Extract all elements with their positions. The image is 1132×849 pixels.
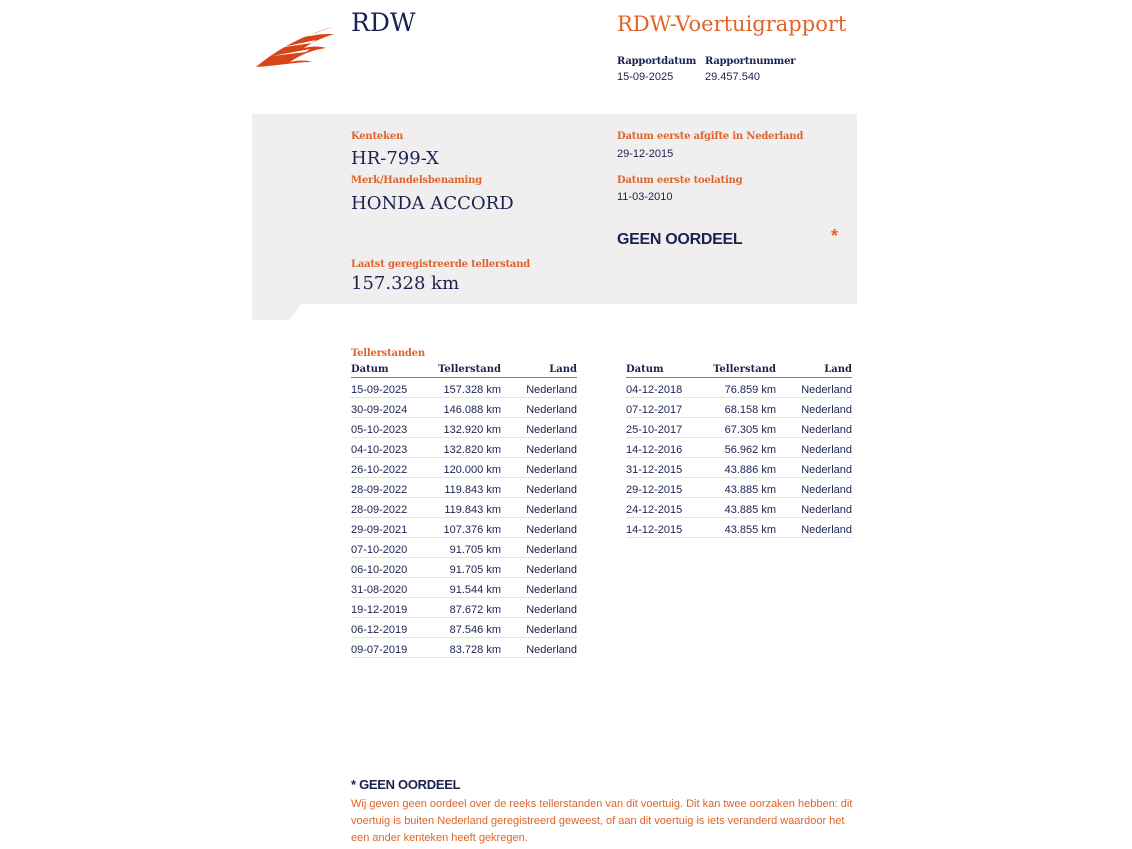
footnote-asterisk: * <box>351 777 356 792</box>
reading-country: Nederland <box>501 498 577 518</box>
reading-odometer: 120.000 km <box>436 458 501 478</box>
reading-country: Nederland <box>501 458 577 478</box>
reading-country: Nederland <box>776 418 852 438</box>
col-country-header: Land <box>501 363 577 378</box>
footnote-heading <box>351 777 460 792</box>
table-row <box>351 578 577 598</box>
reading-date: 28-09-2022 <box>351 478 436 498</box>
reading-country: Nederland <box>501 478 577 498</box>
table-row <box>626 438 852 458</box>
table-row <box>351 638 577 658</box>
report-date-value: 15-09-2025 <box>617 71 674 83</box>
table-row <box>626 398 852 418</box>
reading-odometer: 43.855 km <box>711 518 776 538</box>
brand-name: RDW <box>351 8 416 37</box>
readings-title: Tellerstanden <box>351 348 425 359</box>
reading-odometer: 119.843 km <box>436 478 501 498</box>
table-row <box>626 378 852 398</box>
reading-odometer: 56.962 km <box>711 438 776 458</box>
last-odometer-label: Laatst geregistreerde tellerstand <box>351 259 531 270</box>
reading-odometer: 91.705 km <box>436 538 501 558</box>
reading-odometer: 68.158 km <box>711 398 776 418</box>
report-title: RDW-Voertuigrapport <box>617 12 847 36</box>
reading-country: Nederland <box>501 578 577 598</box>
reading-date: 06-10-2020 <box>351 558 436 578</box>
reading-odometer: 146.088 km <box>436 398 501 418</box>
rdw-logo-icon <box>254 22 340 70</box>
reading-date: 24-12-2015 <box>626 498 711 518</box>
plate-value: HR-799-X <box>351 148 439 169</box>
reading-date: 04-10-2023 <box>351 438 436 458</box>
last-odometer-value: 157.328 km <box>351 273 460 294</box>
reading-date: 09-07-2019 <box>351 638 436 658</box>
reading-odometer: 43.885 km <box>711 498 776 518</box>
verdict-asterisk: * <box>831 226 839 246</box>
reading-odometer: 43.886 km <box>711 458 776 478</box>
reading-odometer: 91.544 km <box>436 578 501 598</box>
reading-country: Nederland <box>501 418 577 438</box>
reading-country: Nederland <box>776 498 852 518</box>
reading-country: Nederland <box>501 598 577 618</box>
table-row <box>351 418 577 438</box>
table-row <box>351 498 577 518</box>
reading-country: Nederland <box>776 518 852 538</box>
first-nl-value: 29-12-2015 <box>617 148 674 160</box>
table-row <box>351 618 577 638</box>
reading-country: Nederland <box>501 378 577 398</box>
reading-odometer: 132.820 km <box>436 438 501 458</box>
table-row <box>626 498 852 518</box>
reading-date: 07-12-2017 <box>626 398 711 418</box>
brand-label: Merk/Handelsbenaming <box>351 175 483 186</box>
verdict-text: GEEN OORDEEL <box>617 231 743 248</box>
reading-country: Nederland <box>776 478 852 498</box>
col-date-header: Datum <box>626 363 711 378</box>
reading-odometer: 87.672 km <box>436 598 501 618</box>
reading-date: 28-09-2022 <box>351 498 436 518</box>
reading-date: 04-12-2018 <box>626 378 711 398</box>
reading-odometer: 83.728 km <box>436 638 501 658</box>
table-row <box>351 398 577 418</box>
reading-odometer: 87.546 km <box>436 618 501 638</box>
reading-odometer: 67.305 km <box>711 418 776 438</box>
table-row <box>351 598 577 618</box>
reading-date: 29-09-2021 <box>351 518 436 538</box>
reading-date: 31-12-2015 <box>626 458 711 478</box>
table-row <box>351 538 577 558</box>
reading-date: 30-09-2024 <box>351 398 436 418</box>
table-row <box>626 518 852 538</box>
vehicle-panel-tab <box>252 300 304 320</box>
col-odometer-header: Tellerstand <box>436 363 501 378</box>
reading-country: Nederland <box>501 638 577 658</box>
reading-country: Nederland <box>501 398 577 418</box>
first-admission-value: 11-03-2010 <box>617 191 673 203</box>
reading-odometer: 76.859 km <box>711 378 776 398</box>
table-row <box>351 478 577 498</box>
col-date-header: Datum <box>351 363 436 378</box>
reading-odometer: 107.376 km <box>436 518 501 538</box>
reading-date: 26-10-2022 <box>351 458 436 478</box>
reading-odometer: 91.705 km <box>436 558 501 578</box>
reading-date: 14-12-2015 <box>626 518 711 538</box>
table-row <box>351 558 577 578</box>
reading-date: 07-10-2020 <box>351 538 436 558</box>
reading-date: 19-12-2019 <box>351 598 436 618</box>
footnote-text: Wij geven geen oordeel over de reeks tellerstanden van dit voertuig. Dit kan twee oorzaken hebben: dit voertuig is buiten Nederland geregistreerd geweest, of aan dit voertuig is iets veranderd waardoor het een ander kenteken heeft gekregen. <box>351 798 853 844</box>
reading-date: 05-10-2023 <box>351 418 436 438</box>
plate-label: Kenteken <box>351 131 404 142</box>
reading-country: Nederland <box>501 538 577 558</box>
readings-table-right <box>626 363 852 538</box>
footnote-title: GEEN OORDEEL <box>359 777 461 792</box>
first-nl-label: Datum eerste afgifte in Nederland <box>617 131 804 142</box>
reading-country: Nederland <box>501 438 577 458</box>
reading-country: Nederland <box>776 378 852 398</box>
reading-date: 14-12-2016 <box>626 438 711 458</box>
report-date-label: Rapportdatum <box>617 56 697 67</box>
report-number-label: Rapportnummer <box>705 56 796 67</box>
table-row <box>351 518 577 538</box>
reading-odometer: 157.328 km <box>436 378 501 398</box>
table-row <box>351 458 577 478</box>
reading-country: Nederland <box>776 438 852 458</box>
table-row <box>626 478 852 498</box>
reading-date: 31-08-2020 <box>351 578 436 598</box>
reading-country: Nederland <box>776 458 852 478</box>
reading-country: Nederland <box>501 618 577 638</box>
report-number-value: 29.457.540 <box>705 71 761 83</box>
reading-odometer: 119.843 km <box>436 498 501 518</box>
reading-country: Nederland <box>776 398 852 418</box>
reading-date: 15-09-2025 <box>351 378 436 398</box>
reading-country: Nederland <box>501 518 577 538</box>
readings-table-left <box>351 363 577 658</box>
table-row <box>351 378 577 398</box>
vehicle-panel <box>252 114 857 304</box>
table-row <box>626 458 852 478</box>
table-row <box>351 438 577 458</box>
reading-country: Nederland <box>501 558 577 578</box>
brand-value: HONDA ACCORD <box>351 193 514 214</box>
first-admission-label: Datum eerste toelating <box>617 175 743 186</box>
reading-odometer: 132.920 km <box>436 418 501 438</box>
col-country-header: Land <box>776 363 852 378</box>
reading-date: 06-12-2019 <box>351 618 436 638</box>
reading-date: 25-10-2017 <box>626 418 711 438</box>
table-row <box>626 418 852 438</box>
col-odometer-header: Tellerstand <box>711 363 776 378</box>
reading-date: 29-12-2015 <box>626 478 711 498</box>
reading-odometer: 43.885 km <box>711 478 776 498</box>
